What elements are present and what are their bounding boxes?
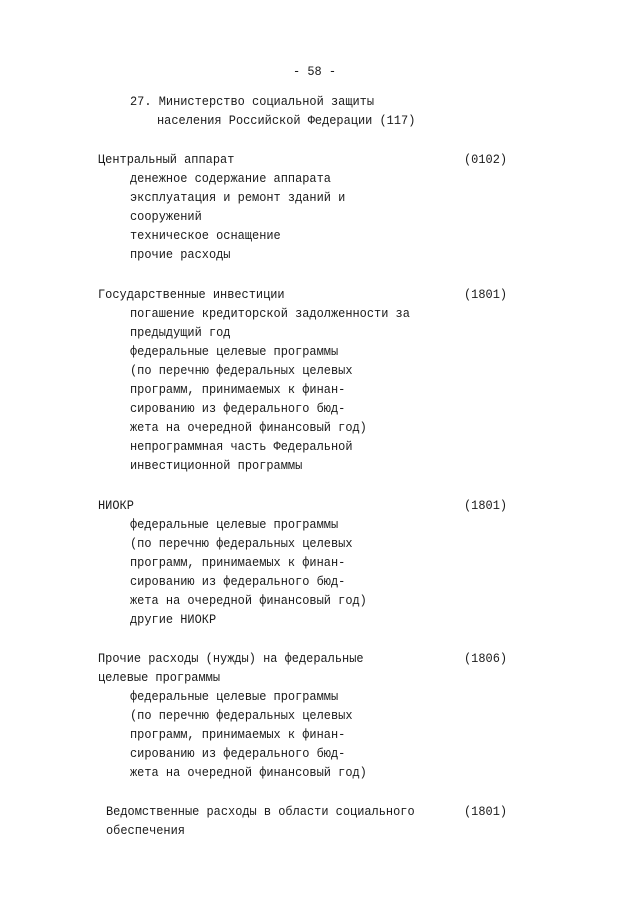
section-title: Ведомственные расходы в области социального [106,804,415,819]
list-item: федеральные целевые программы [130,344,339,359]
list-item: предыдущий год [130,325,231,340]
section-title: НИОКР [98,498,134,513]
list-item: непрограммная часть Федеральной [130,439,353,454]
list-item: сооружений [130,209,202,224]
list-item: жета на очередной финансовый год) [130,765,367,780]
ministry-heading-line-1: 27. Министерство социальной защиты [130,94,375,109]
section-code: (1806) [464,651,508,666]
list-item: (по перечню федеральных целевых [130,363,353,378]
list-item: программ, принимаемых к финан- [130,727,346,742]
list-item: программ, принимаемых к финан- [130,555,346,570]
list-item: федеральные целевые программы [130,517,339,532]
section-title-continued: обеспечения [106,823,185,838]
section-title: Прочие расходы (нужды) на федеральные [98,651,364,666]
section-code: (0102) [464,152,508,167]
list-item: (по перечню федеральных целевых [130,708,353,723]
list-item: денежное содержание аппарата [130,171,331,186]
list-item: техническое оснащение [130,228,281,243]
list-item: сированию из федерального бюд- [130,574,346,589]
section-title: Центральный аппарат [98,152,235,167]
list-item: сированию из федерального бюд- [130,746,346,761]
list-item: сированию из федерального бюд- [130,401,346,416]
list-item: жета на очередной финансовый год) [130,420,367,435]
list-item: прочие расходы [130,247,231,262]
list-item: федеральные целевые программы [130,689,339,704]
section-code: (1801) [464,498,508,513]
list-item: программ, принимаемых к финан- [130,382,346,397]
section-title: Государственные инвестиции [98,287,285,302]
list-item: эксплуатация и ремонт зданий и [130,190,346,205]
list-item: другие НИОКР [130,612,217,627]
list-item: инвестиционной программы [130,458,303,473]
section-code: (1801) [464,287,508,302]
page-number: - 58 - [293,64,337,79]
ministry-heading-line-2: населения Российской Федерации (117) [157,113,416,128]
section-title-continued: целевые программы [98,670,221,685]
list-item: жета на очередной финансовый год) [130,593,367,608]
section-code: (1801) [464,804,508,819]
list-item: погашение кредиторской задолженности за [130,306,410,321]
list-item: (по перечню федеральных целевых [130,536,353,551]
